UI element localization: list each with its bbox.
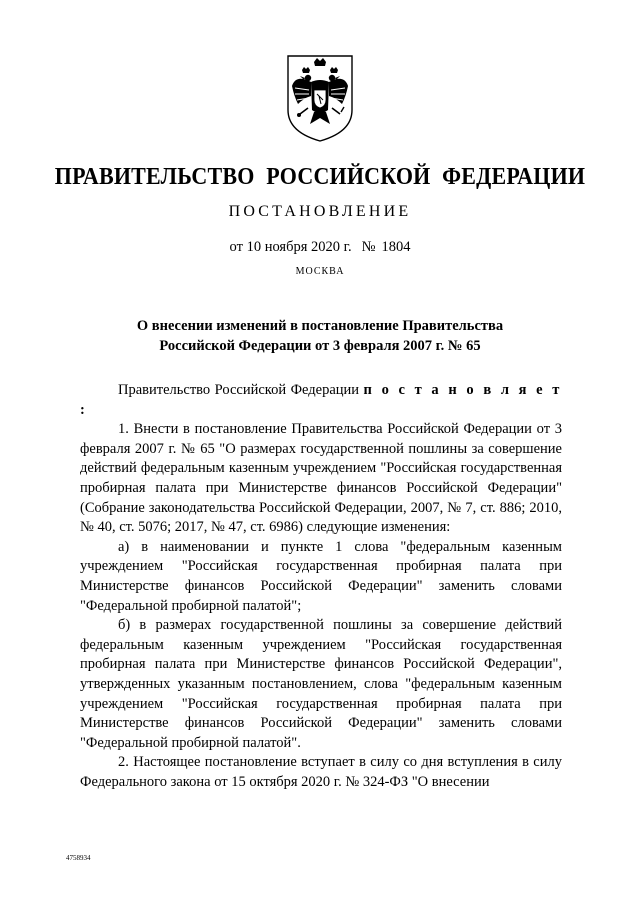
government-title: ПРАВИТЕЛЬСТВО РОССИЙСКОЙ ФЕДЕРАЦИИ [54, 161, 586, 190]
document-number: 1804 [381, 239, 411, 255]
coat-of-arms-emblem [284, 52, 356, 144]
document-body [80, 381, 562, 792]
subject-line-1: О внесении изменений в постановление Правительства [136, 318, 504, 334]
paragraph-1: 1. Внести в постановление Правительства Российской Федерации от 3 февраля 2007 г. № 65 "О размерах государственной пошлины за совершение действий федеральным казенным учреждением "Российская государственная пробирная палата при Министерстве финансов Российской Федерации" (Собрание законодательства Российской Федерации, 2007, № 7, ст. 886; 2010, № 40, ст. 5076; 2017, № 47, ст. 6986) следующие изменения: [80, 421, 562, 536]
subject-line-2: Российской Федерации от 3 февраля 2007 г. № 65 [159, 338, 481, 354]
document-code: 4758934 [66, 854, 91, 862]
paragraph-b: б) в размерах государственной пошлины за совершение действий федеральным казенным учреждением "Российская государственная пробирная палата при Министерстве финансов Российской Федерации", утвержденных указанным постановлением, слова "федеральным казенным учреждением "Российская государственная пробирная палата при Министерстве финансов Российской Федерации" заменить словами "Федеральной пробирной палатой". [80, 617, 562, 751]
paragraph-a: а) в наименовании и пункте 1 слова "федеральным казенным учреждением "Российская государственная пробирная палата при Министерстве финансов Российской Федерации" заменить словами "Федеральной пробирной палатой"; [80, 538, 562, 614]
paragraph-2: 2. Настоящее постановление вступает в силу со дня вступления в силу Федерального закона от 15 октября 2020 г. № 324-ФЗ "О внесении [80, 754, 562, 790]
number-sign: № [361, 239, 376, 255]
intro-verb: п о с т а н о в л я е т : [80, 382, 563, 418]
document-date-line [0, 239, 640, 256]
document-date: от 10 ноября 2020 г. [229, 239, 352, 255]
intro-paragraph [80, 381, 562, 420]
intro-prefix: Правительство Российской Федерации [118, 382, 364, 398]
document-type: ПОСТАНОВЛЕНИЕ [228, 203, 412, 220]
document-subject [0, 316, 640, 356]
city-label: МОСКВА [295, 266, 345, 277]
